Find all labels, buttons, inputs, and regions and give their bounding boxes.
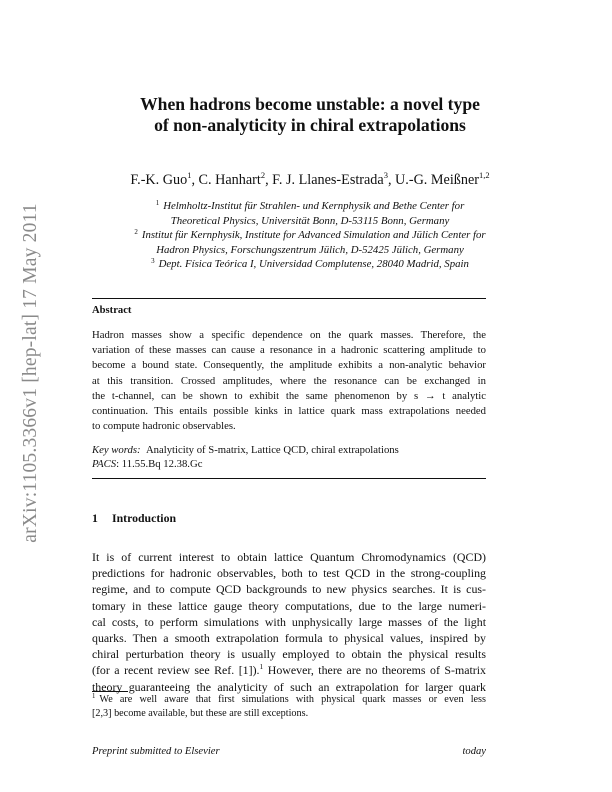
author: F. J. Llanes-Estrada$^3$, — [272, 170, 396, 188]
abstract-line: Hadron masses show a specific dependence on the quark masses. Therefore, the — [92, 329, 486, 341]
affiliations — [60, 199, 560, 272]
arxiv-identifier: arXiv:1105.3366v1 [hep-lat] 17 May 2011 — [20, 203, 41, 543]
pacs-label: PACS — [92, 458, 117, 471]
abstract-bottom-rule — [92, 478, 486, 479]
body-line: (for a recent review see Ref. [1]).$^1$ However, there are no theorems of S-matrix — [92, 662, 486, 678]
title-line-2: of non-analyticity in chiral extrapolations — [154, 115, 466, 135]
keywords-block — [92, 443, 399, 472]
footnote-marker[interactable]: 1 — [259, 662, 264, 672]
author: U.-G. Meißner$^{1,2}$ — [395, 170, 490, 188]
abstract-top-rule — [92, 298, 486, 299]
abstract-line: continuation. This entails possible kinks in lattice quark mass extrapolations needed — [92, 404, 486, 417]
arxiv-stamp — [16, 193, 46, 553]
abstract-line: to compute hadronic observables. — [92, 420, 236, 433]
affiliation-2-line-2: Hadron Physics, Forschungszentrum Jülich, D-52425 Jülich, Germany — [156, 243, 464, 256]
pacs-line — [92, 457, 399, 471]
affiliation-1-line-2: Theoretical Physics, Universität Bonn, D-53115 Bonn, Germany — [170, 214, 450, 227]
footnote-line: $^1$ We are well aware that first simulations with physical quark masses or even less — [92, 693, 486, 705]
affiliation-3: $^3$ Dept. Física Teórica I, Universidad Complutense, 28040 Madrid, Spain — [151, 257, 469, 271]
body-line: quarks. Then a smooth extrapolation formula to physical values, inspired by — [92, 630, 486, 645]
body-line: theory guaranteeing the analyticity of such an extrapolation for larger quark — [92, 679, 486, 694]
abstract-body — [92, 328, 486, 434]
abstract-line: at this transition. Crossed amplitudes, where the resonance can be exchanged in — [92, 374, 486, 387]
footnote-line: [2,3] become available, but these are still exceptions. — [92, 708, 309, 719]
introduction-body — [92, 549, 486, 695]
keywords-label: Key words: — [92, 444, 141, 456]
pacs-value: : 11.55.Bq 12.38.Gc — [116, 458, 203, 471]
section-title: Introduction — [112, 511, 177, 525]
body-line: tomary in these lattice gauge theory computations, due to the large numeri- — [92, 598, 486, 613]
body-line: regime, and to compute QCD backgrounds to new physics searches. It is cus- — [92, 582, 486, 597]
author: F.-K. Guo$^1$, — [130, 170, 199, 188]
footnote-rule — [92, 691, 128, 692]
body-line: chiral perturbation theory is usually employed to obtain the physical results — [92, 647, 486, 662]
body-line: predictions for hadronic observables, both to test QCD in the strong-coupling — [92, 566, 486, 581]
footnote — [92, 693, 486, 721]
body-line: cal costs, to perform simulations with unphysically large masses of the light — [92, 614, 486, 629]
abstract-line: variation of these masses can cause a resonance in a hadronic scattering amplitude to — [92, 344, 486, 357]
body-line: It is of current interest to obtain lattice Quantum Chromodynamics (QCD) — [92, 550, 486, 564]
section-heading — [92, 511, 176, 526]
affiliation-2-line-1: $^2$ Institut für Kernphysik, Institute for Advanced Simulation and Jülich Center for — [134, 228, 486, 242]
preprint-note: Preprint submitted to Elsevier — [92, 746, 220, 757]
author: C. Hanhart$^2$, — [198, 170, 273, 188]
abstract-line: the t-channel, can be shown to exhibit the same phenomenon by s → t analytic — [92, 389, 486, 402]
affiliation-1-line-1: $^1$ Helmholtz-Institut für Strahlen- und Kernphysik and Bethe Center for — [155, 199, 465, 212]
paper-title — [60, 94, 560, 136]
abstract-heading: Abstract — [92, 305, 132, 316]
preprint-date: today — [462, 746, 486, 757]
keywords-line — [92, 443, 399, 457]
title-line-1: When hadrons become unstable: a novel type — [140, 94, 480, 114]
keywords-value: Analyticity of S-matrix, Lattice QCD, chiral extrapolations — [145, 444, 399, 456]
section-number: 1 — [92, 511, 98, 525]
author-list — [60, 172, 560, 189]
abstract-line: become a bound state. Consequently, the amplitude exhibits a non-analytic behavior — [92, 359, 486, 372]
